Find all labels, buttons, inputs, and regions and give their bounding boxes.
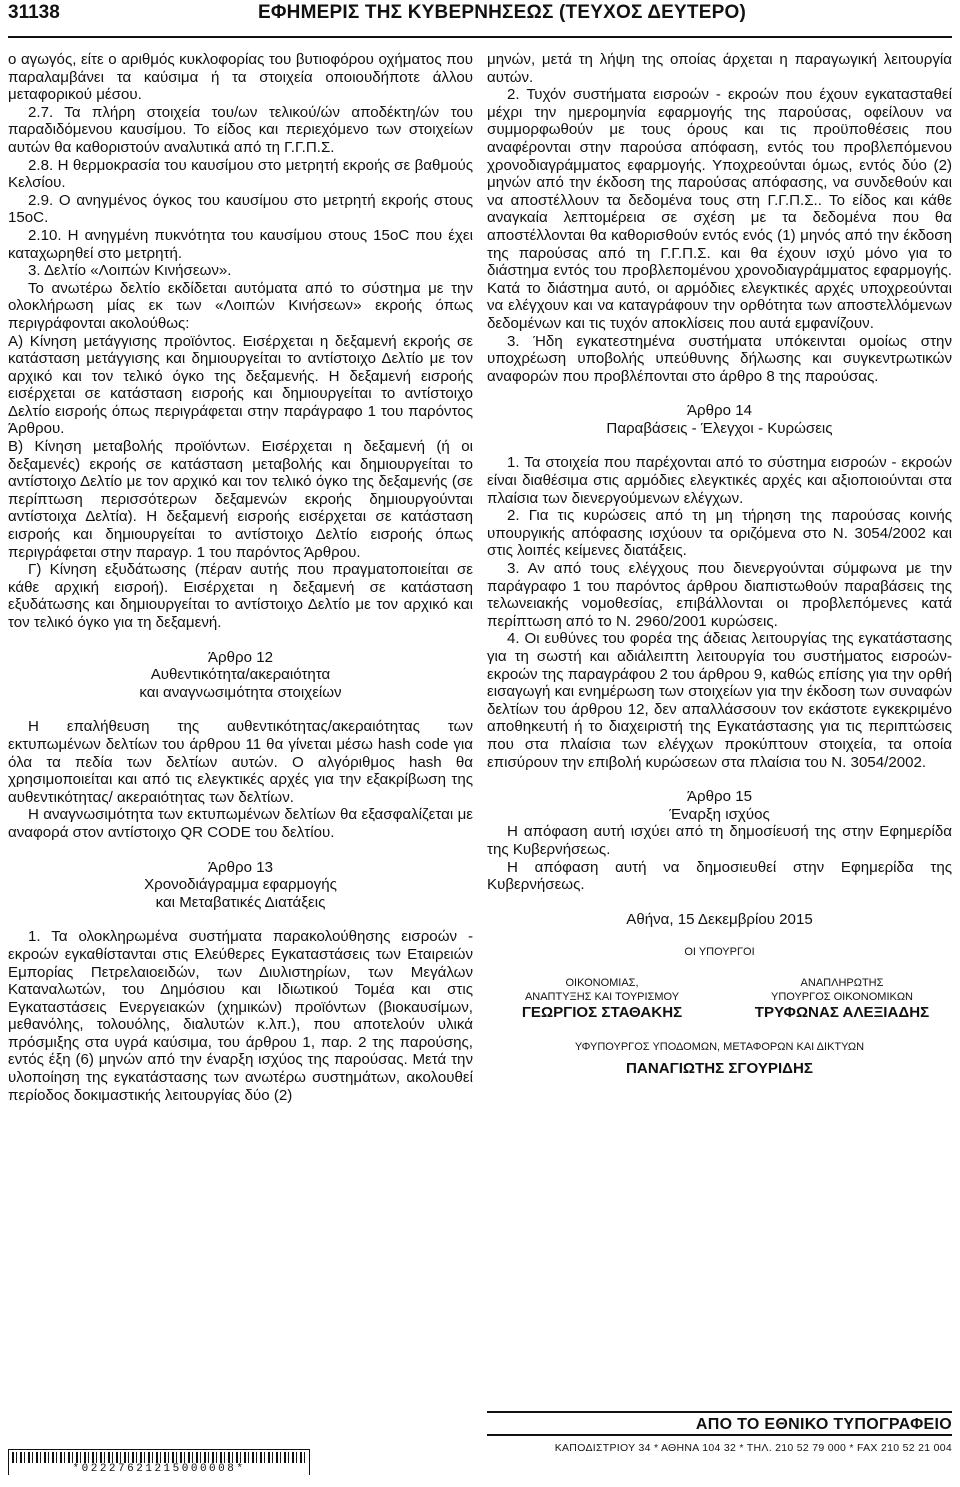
paragraph: 2. Για τις κυρώσεις από τη μη τήρηση της παρούσας κοινής υπουργικής απόφασης ισχύουν τα οριζόμενα στο Ν. 3054/2002 και στις λοιπές κείμενες διατάξεις. bbox=[487, 507, 952, 560]
paragraph: 2.8. Η θερμοκρασία του καυσίμου στο μετρητή εκροής σε βαθμούς Κελσίου. bbox=[8, 156, 473, 192]
page-footer bbox=[487, 1411, 952, 1454]
barcode-text: *02227621215000008* bbox=[9, 1463, 309, 1475]
paragraph: Η επαλήθευση της αυθεντικότητας/ακεραιότητας των εκτυπωμένων δελτίων του άρθρου 11 θα γίνεται μέσω hash code για όλα τα πεδία των δελτίων αυτών. Ο αλγόριθμος hash θα χρησιμοποιείται και από τις ελεγκτικές αρχές για την εξακρίβωση της αυθεντικότητας/ ακεραιότητας των δελτίων. bbox=[8, 718, 473, 806]
signatory-1-name: ΓΕΩΡΓΙΟΣ ΣΤΑΘΑΚΗΣ bbox=[521, 1004, 683, 1022]
paragraph: Γ) Κίνηση εξυδάτωσης (πέραν αυτής που πραγματοποιείται σε κάθε αρχική εισροή). Εισέρχεται η δεξαμενή σε κατάσταση εξυδάτωσης και δημιουργείται το αντίστοιχο Δελτίο με τον αρχικό και τον τελικό όγκο για τη δεξαμενή. bbox=[8, 561, 473, 631]
page-number: 31138 bbox=[8, 2, 60, 23]
paragraph: μηνών, μετά τη λήψη της οποίας άρχεται η παραγωγική λειτουργία αυτών. bbox=[487, 51, 952, 86]
article-heading: Άρθρο 14 bbox=[686, 402, 753, 420]
signing-date: Αθήνα, 15 Δεκεμβρίου 2015 bbox=[626, 910, 813, 928]
gazette-title: ΕΦΗΜΕΡΙΣ ΤΗΣ ΚΥΒΕΡΝΗΣΕΩΣ (ΤΕΥΧΟΣ ΔΕΥΤΕΡΟ) bbox=[258, 2, 746, 23]
left-column bbox=[8, 51, 473, 1104]
article-title: και αναγνωσιμότητα στοιχείων bbox=[139, 683, 342, 701]
paragraph: 2.7. Τα πλήρη στοιχεία του/ων τελικού/ών αποδέκτη/ών του παραδιδόμενου καυσίμου. Το είδος και περιεχόμενο των στοιχείων αυτών θα καθοριστούν αναλυτικά από τη Γ.Γ.Π.Σ. bbox=[8, 103, 473, 156]
ministers-heading: ΟΙ ΥΠΟΥΡΓΟΙ bbox=[684, 946, 755, 959]
article-title: Χρονοδιάγραμμα εφαρμογής bbox=[144, 876, 337, 894]
article-title: και Μεταβατικές Διατάξεις bbox=[155, 893, 326, 911]
signatures bbox=[487, 976, 952, 1040]
article-heading: Άρθρο 12 bbox=[207, 648, 274, 666]
paragraph: 3. Δελτίο «Λοιπών Κινήσεων». bbox=[28, 262, 232, 280]
paragraph: Η απόφαση αυτή ισχύει από τη δημοσίευσή της στην Εφημερίδα της Κυβερνήσεως. bbox=[487, 823, 952, 858]
paragraph: 3. Ήδη εγκατεστημένα συστήματα υπόκεινται ομοίως στην υποχρέωση υποβολής υπεύθυνης δήλωσης και συγκεντρωτικών αναφορών που προβλέπονται στο άρθρο 8 της παρούσας. bbox=[487, 332, 952, 385]
paragraph: Η αναγνωσιμότητα των εκτυπωμένων δελτίων θα εξασφαλίζεται με αναφορά στον αντίστοιχο QR CODE του δελτίου. bbox=[8, 806, 473, 841]
signatory-1: ΟΙΚΟΝΟΜΙΑΣ, ΑΝΑΠΤΥΞΗΣ ΚΑΙ ΤΟΥΡΙΣΜΟΥ ΓΕΩΡΓΙΟΣ ΣΤΑΘΑΚΗΣ bbox=[487, 976, 717, 1022]
article-heading: Άρθρο 13 bbox=[207, 858, 274, 876]
article-title: Έναρξη ισχύος bbox=[669, 805, 770, 823]
barcode bbox=[8, 1449, 310, 1475]
paragraph: 1. Τα ολοκληρωμένα συστήματα παρακολούθησης εισροών - εκροών εγκαθίστανται στις Ελεύθερες Εγκαταστάσεις των Εταιρειών Εμπορίας Πετρελαιοειδών, των Διυλιστηρίων, των Μεγάλων Καταναλωτών, του Δημόσιου και Ιδιωτικού Τομέα και στις Εγκαταστάσεις Ενεργειακών (χημικών) προϊόντων (βιοκαυσίμων, μεθανόλης, τολουόλης, διαλυτών κ.λπ.), που αποτελούν υλικά πρόσμιξης στα υγρά καύσιμα, του άρθρου 1, παρ. 2 της παρούσης, εντός έξη (6) μηνών από την έναρξη ισχύος της παρούσας. Μετά την υλοποίηση της εγκατάστασης των ανωτέρω συστημάτων, ακολουθεί περίοδος δοκιμαστικής λειτουργίας δύο (2) bbox=[8, 928, 473, 1104]
paragraph: 2.10. Η ανηγμένη πυκνότητα του καυσίμου στους 15οC που έχει καταχωρηθεί στο μετρητή. bbox=[8, 226, 473, 262]
article-heading: Άρθρο 15 bbox=[686, 788, 753, 806]
article-title: Παραβάσεις - Έλεγχοι - Κυρώσεις bbox=[606, 419, 833, 437]
header-rule bbox=[8, 36, 952, 38]
paragraph: 2.9. Ο ανηγμένος όγκος του καυσίμου στο μετρητή εκροής στους 15οC. bbox=[8, 191, 473, 227]
signatory-3-role: ΥΦΥΠΟΥΡΓΟΣ ΥΠΟΔΟΜΩΝ, ΜΕΤΑΦΟΡΩΝ ΚΑΙ ΔΙΚΤΥΩΝ bbox=[574, 1041, 865, 1054]
paragraph: 2. Τυχόν συστήματα εισροών - εκροών που έχουν εγκατασταθεί μέχρι την ημερομηνία εφαρμογής της παρούσας, οφείλουν να συμμορφωθούν με τους όρους και τις προϋποθέσεις που αναφέρονται στην παρούσα απόφαση, εντός του προβλεπόμενου χρονοδιαγράμματος εφαρμογής. Υποχρεούνται όμως, εντός δύο (2) μηνών από την έκδοση της παρούσας απόφασης, να συνδεθούν και να αποστέλλουν τα δεδομένα τους στη Γ.Γ.Π.Σ.. Το είδος και κάθε αναγκαία λεπτομέρεια σε σχέση με τα δεδομένα που θα αποστέλλονται θα καθορισθούν εντός ενός (1) μηνός από την έκδοση της παρούσας από τη Γ.Γ.Π.Σ. και θα έχουν ισχύ μόνο για το διάστημα εντός του προβλεπομένου χρονοδιαγράμματος εφαρμογής. Κατά το διάστημα αυτό, οι αρμόδιες ελεγκτικές αρχές υποχρεούνται να ελέγχουν και να καταγράφουν την ορθότητα των αποστελλόμενων δεδομένων και τις τυχόν αποκλίσεις που αυτά εμφανίζουν. bbox=[487, 86, 952, 332]
publisher: ΑΠΟ ΤΟ ΕΘΝΙΚΟ ΤΥΠΟΓΡΑΦΕΙΟ bbox=[695, 1416, 952, 1433]
footer-rule bbox=[487, 1434, 952, 1436]
paragraph: Η απόφαση αυτή να δημοσιευθεί στην Εφημερίδα της Κυβερνήσεως. bbox=[487, 858, 952, 894]
signatory-3-name: ΠΑΝΑΓΙΩΤΗΣ ΣΓΟΥΡΙΔΗΣ bbox=[626, 1060, 813, 1078]
paragraph: Β) Κίνηση μεταβολής προϊόντων. Εισέρχεται η δεξαμενή (ή οι δεξαμενές) εκροής σε κατάσταση μεταβολής και δημιουργείται το αντίστοιχο Δελτίο με τον αρχικό και τον τελικό όγκο της δεξαμενής (σε περίπτωση περισσότερων δεξαμενών εκροής δημιουργούνται αντίστοιχα Δελτία). Η δεξαμενή εισροής εισέρχεται σε κατάσταση εισροής και δημιουργείται το αντίστοιχο Δελτίο εισροής όπως περιγράφεται στην παραγρ. 1 του παρόντος Άρθρου. bbox=[8, 438, 473, 561]
paragraph: 1. Τα στοιχεία που παρέχονται από το σύστημα εισροών - εκροών είναι διαθέσιμα στις αρμόδιες ελεγκτικές αρχές και αξιοποιούνται στα πλαίσια των διενεργούμενων ελέγχων. bbox=[487, 454, 952, 507]
signatory-2-name: ΤΡΥΦΩΝΑΣ ΑΛΕΞΙΑΔΗΣ bbox=[754, 1004, 930, 1022]
article-title: Αυθεντικότητα/ακεραιότητα bbox=[150, 666, 331, 684]
paragraph: 4. Οι ευθύνες του φορέα της άδειας λειτουργίας της εγκατάστασης για τη σωστή και αδιάλειπτη λειτουργία του συστήματος εισροών-εκροών της παραγράφου 2 του άρθρου 9, καθώς επίσης για την ορθή εισαγωγή και ενημέρωση των στοιχείων για την έκδοση των συναφών δελτίων του άρθρου 12, δεν απαλλάσσουν τον εκάστοτε εγκεκριμένο αποθηκευτή ή το διαχειριστή της Εγκατάστασης για τις περιπτώσεις που στα πλαίσια των ελέγχων προκύπτουν στοιχεία, τα οποία επισύρουν την επιβολή κυρώσεων στα πλαίσια του Ν. 3054/2002. bbox=[487, 630, 952, 771]
paragraph: Το ανωτέρω δελτίο εκδίδεται αυτόματα από το σύστημα με την ολοκλήρωση μίας εκ των «Λοιπών Κινήσεων» εκροής όπως περιγράφονται ακολούθως: bbox=[8, 279, 473, 332]
right-column bbox=[487, 51, 952, 1078]
signatory-2: ΑΝΑΠΛΗΡΩΤΗΣ ΥΠΟΥΡΓΟΣ ΟΙΚΟΝΟΜΙΚΩΝ ΤΡΥΦΩΝΑΣ ΑΛΕΞΙΑΔΗΣ bbox=[727, 976, 957, 1022]
footer-rule bbox=[487, 1411, 952, 1413]
paragraph: Α) Κίνηση μετάγγισης προϊόντος. Εισέρχεται η δεξαμενή εκροής σε κατάσταση μετάγγισης και δημιουργείται το αντίστοιχο Δελτίο με τον αρχικό και τον τελικό όγκο της δεξαμενής. Η δεξαμενή εισροής εισέρχεται σε κατάσταση εισροής και δημιουργείται το αντίστοιχο Δελτίο εισροής όπως περιγράφεται στην παράγραφο 1 του παρόντος Άρθρου. bbox=[8, 332, 473, 438]
publisher-address: ΚΑΠΟΔΙΣΤΡΙΟΥ 34 * ΑΘΗΝΑ 104 32 * ΤΗΛ. 210 52 79 000 * FAX 210 52 21 004 bbox=[554, 1442, 952, 1454]
paragraph: ο αγωγός, είτε ο αριθμός κυκλοφορίας του βυτιοφόρου οχήματος που παραλαμβάνει τα καύσιμα ή τα στοιχεία οποιουδήποτε άλλου μεταφορικού μέσου. bbox=[8, 51, 473, 104]
paragraph: 3. Αν από τους ελέγχους που διενεργούνται σύμφωνα με την παράγραφο 1 του παρόντος άρθρου διαπιστωθούν παραβάσεις της τελωνειακής νομοθεσίας, επιβάλλονται οι προβλεπόμενες κατά περίπτωση από το Ν. 2960/2001 κυρώσεις. bbox=[487, 560, 952, 630]
page-header bbox=[8, 2, 952, 30]
